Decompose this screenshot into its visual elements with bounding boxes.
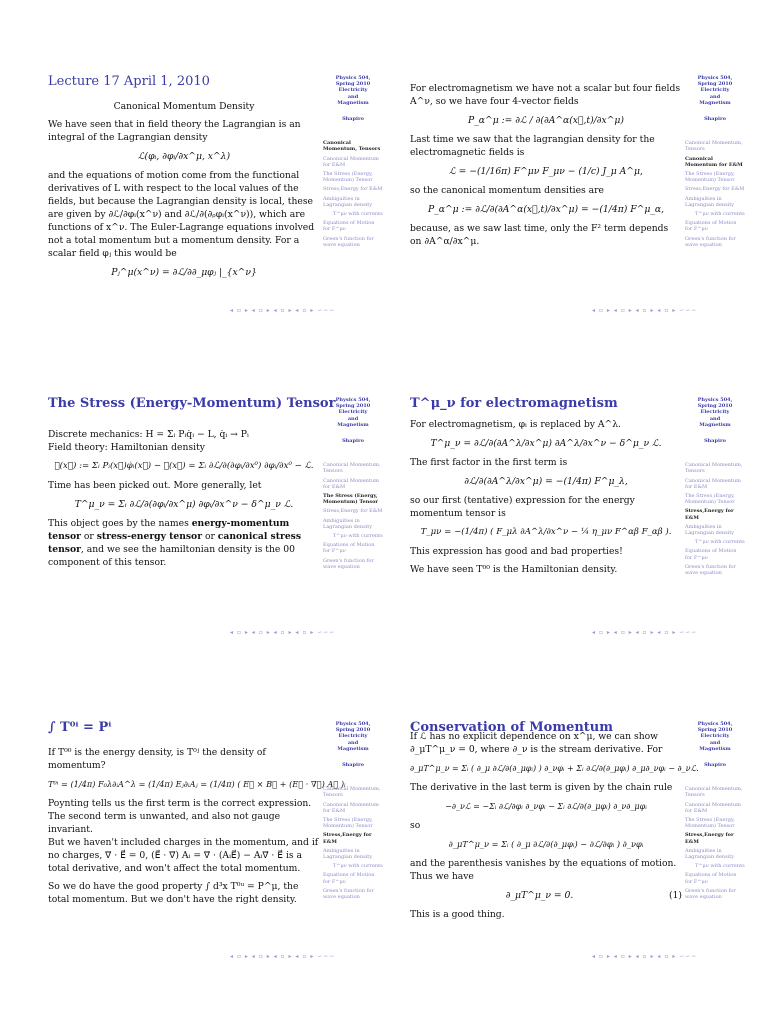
term-stress-energy: stress-energy tensor: [96, 531, 203, 542]
sidebar-item-canonical-momentum[interactable]: Canonical Momentum, Tensors: [685, 140, 743, 153]
course-line: and: [347, 93, 359, 100]
navigation-controls[interactable]: ◂ ▫ ▸ ◂ ▫ ▸ ◂ ▫ ▸ ◂ ▫ ▸ ∽∽∽: [592, 629, 698, 636]
text-run: , and we see the hamiltonian density is the 00 component of this tensor.: [48, 544, 295, 568]
paragraph: so the canonical momentum densities are: [410, 185, 604, 196]
sidebar-item-stress-energy-em[interactable]: Stress,Energy for E&M: [685, 186, 745, 193]
paragraph: Discrete mechanics: H = Σᵢ Pᵢq̇ᵢ − L, q̇ᵢ → Pᵢ: [48, 429, 249, 440]
equation: ℒ = −(1/16π) F^μν F_μν − (1/c) J_μ A^μ,: [449, 166, 643, 177]
sidebar-item-canonical-em[interactable]: Canonical Momentum for E&M: [685, 155, 743, 168]
slide-body: [410, 82, 682, 253]
sidebar-item-stress-energy-em[interactable]: Stress,Energy for E&M: [685, 832, 734, 845]
paragraph: and the parenthesis vanishes by the equations of motion. Thus we have: [410, 858, 677, 882]
paragraph: We have seen T⁰⁰ is the Hamiltonian density.: [410, 564, 618, 575]
slide-title-text: T^μ_ν for electromagnetism: [410, 396, 618, 411]
paragraph: Field theory: Hamiltonian density: [48, 442, 205, 453]
slide-body: [410, 730, 699, 926]
slide-conservation-momentum: [402, 646, 768, 976]
sidebar-item-currents[interactable]: T^μν with currents: [333, 533, 383, 540]
slide-momentum-density: [40, 646, 410, 976]
slide-title-text: ∫ T⁰ⁱ = Pⁱ: [48, 720, 112, 735]
sidebar-item-canonical-momentum[interactable]: Canonical Momentum, Tensors: [685, 786, 743, 799]
course-line: Spring 2010: [697, 81, 733, 88]
sidebar-item-ambiguities[interactable]: Ambiguities in Lagrangian density: [323, 847, 373, 861]
sidebar-item-greens-function[interactable]: Green's function for wave equation: [323, 557, 374, 570]
equation: T_μν = −(1/4π) ( F_μλ ∂A^λ/∂x^ν − ¼ η_μν F^αβ F_αβ ).: [420, 527, 672, 537]
course-line: Magnetism: [337, 99, 369, 106]
sidebar-item-canonical-momentum[interactable]: Canonical Momentum, Tensors: [323, 786, 381, 799]
author: Shapiro: [342, 116, 364, 123]
sidebar-item-equations-of-motion[interactable]: Equations of Motion for F^μν: [685, 220, 737, 233]
text-run: or: [202, 531, 218, 542]
course-line: Physics 504,: [335, 75, 371, 81]
sidebar-item-greens-function[interactable]: Green's function for wave equation: [685, 563, 736, 577]
equation: ∂_μT^μ_ν = Σᵢ ( ∂_μ ∂ℒ/∂(∂_μφᵢ) ) ∂_νφᵢ + Σᵢ ∂ℒ/∂(∂_μφᵢ) ∂_μ∂_νφᵢ − ∂_νℒ.: [410, 764, 699, 773]
sidebar-item-canonical-em[interactable]: Canonical Momentum for E&M: [323, 477, 379, 490]
paragraph: For electromagnetism we have not a scalar but four fields A^ν, so we have four 4-vector fields: [410, 83, 681, 107]
paragraph: So we do have the good property ∫ d³x T⁰ᵘ = P^μ, the total momentum. But we don't have the right density.: [48, 881, 299, 905]
sidebar-item-greens-function[interactable]: Green's function for wave equation: [685, 235, 736, 248]
slide-subtitle: Canonical Momentum Density: [113, 101, 255, 112]
course-line: Physics 504,: [697, 397, 733, 403]
term-canonical-stress: canonical stress tensor: [48, 531, 302, 555]
paragraph: But we haven't included charges in the momentum, and if no charges, ∇⃗ · E⃗ = 0, (E⃗ · ∇⃗) Aᵢ = ∇⃗ · (AᵢE⃗) − Aᵢ∇⃗ · E⃗ is a total derivative, and won't affect the total momentum.: [48, 837, 319, 874]
sidebar-item-ambiguities[interactable]: Ambiguities in Lagrangian density: [323, 195, 373, 208]
course-line: Electricity: [700, 87, 730, 94]
sidebar-item-stress-tensor[interactable]: The Stress (Energy, Momentum) Tensor: [685, 817, 735, 830]
author: Shapiro: [704, 116, 726, 123]
navigation-controls[interactable]: ◂ ▫ ▸ ◂ ▫ ▸ ◂ ▫ ▸ ◂ ▫ ▸ ∽∽∽: [592, 953, 698, 960]
sidebar-item-greens-function[interactable]: Green's function for wave equation: [323, 235, 374, 248]
sidebar-item-stress-energy-em[interactable]: Stress,Energy for E&M: [323, 832, 372, 845]
paragraph: This expression has good and bad properties!: [410, 546, 623, 557]
slide-lecture-17: [40, 0, 410, 330]
paragraph: This is a good thing.: [410, 909, 505, 920]
sidebar-item-stress-tensor[interactable]: The Stress (Energy, Momentum) Tensor: [323, 171, 373, 184]
sidebar-item-currents[interactable]: T^μν with currents: [333, 211, 383, 218]
slide-body: [48, 746, 346, 911]
course-line: and: [709, 739, 721, 746]
course-line: and: [709, 93, 721, 100]
sidebar: [323, 75, 383, 251]
paragraph: and the equations of motion come from the functional derivatives of L with respect to the local values of the fields, but because the Lagrangian density is local, these are given by ∂ℒ/∂φᵢ(x^ν) and ∂ℒ/∂(∂ᵨφᵢ(x^ν)), which are functions of x^ν. The Euler-Lagrange equations involved not a total momentum but a momentum density. For a scalar field φⱼ this would be: [48, 170, 315, 259]
equation: T^μ_ν = Σᵢ ∂ℒ/∂(∂φᵢ/∂x^μ) ∂φᵢ/∂x^ν − δ^μ_ν ℒ.: [74, 499, 294, 510]
paragraph: The derivative in the last term is given by the chain rule: [410, 782, 673, 793]
equation: T⁰ⁱ = (1/4π) F₀λ∂ᵢA^λ = (1/4π) Eⱼ∂ᵢAⱼ = (1/4π) ( E⃗ × B⃗ + (E⃗ · ∇⃗) A⃗ )ᵢ: [48, 779, 346, 789]
sidebar-item-currents[interactable]: T^μν with currents: [333, 863, 383, 870]
sidebar-item-canonical-momentum[interactable]: Canonical Momentum, Tensors: [323, 462, 381, 475]
course-line: Spring 2010: [335, 403, 371, 410]
slide-tensor-em: [402, 322, 768, 652]
sidebar-item-currents[interactable]: T^μν with currents: [695, 539, 745, 546]
equation: ∂ℒ/∂(∂A^λ/∂x^μ) = −(1/4π) F^μ_λ,: [464, 476, 628, 487]
course-line: Electricity: [338, 87, 368, 94]
sidebar-item-canonical-em[interactable]: Canonical Momentum for E&M: [323, 155, 379, 168]
slide-body: [48, 100, 320, 285]
sidebar-item-equations-of-motion[interactable]: Equations of Motion for F^μν: [323, 542, 375, 555]
equation: P_α^μ := ∂ℒ/∂(∂A^α(x⃗,t)/∂x^μ) = −(1/4π) F^μ_α,: [427, 204, 665, 215]
paragraph: Poynting tells us the first term is the correct expression. The second term is unwanted, and also not gauge invariant.: [48, 798, 312, 835]
sidebar: [685, 75, 745, 251]
navigation-controls[interactable]: ◂ ▫ ▸ ◂ ▫ ▸ ◂ ▫ ▸ ◂ ▫ ▸ ∽∽∽: [230, 307, 336, 314]
text-run: or: [80, 531, 97, 542]
equation-number: (1): [668, 890, 682, 901]
text-run: This object goes by the names: [48, 518, 192, 529]
author: Shapiro: [342, 438, 364, 445]
sidebar-item-stress-energy-em[interactable]: Stress,Energy for E&M: [685, 508, 734, 521]
equation: ℋ(x⃗) := Σᵢ Pᵢ(x⃗)φ̇ᵢ(x⃗) − ℒ(x⃗) = Σᵢ ∂ℒ/∂(∂φᵢ/∂x⁰) ∂φᵢ/∂x⁰ − ℒ.: [54, 461, 314, 471]
sidebar-item-canonical-em[interactable]: Canonical Momentum for E&M: [685, 801, 741, 814]
course-line: Electricity: [338, 409, 368, 416]
course-line: Spring 2010: [335, 81, 371, 88]
sidebar-item-canonical-em[interactable]: Canonical Momentum for E&M: [685, 477, 741, 490]
sidebar: [323, 397, 383, 573]
author: Shapiro: [704, 762, 726, 769]
course-line: Electricity: [338, 733, 368, 740]
course-line: and: [347, 739, 359, 746]
slide-title: [48, 720, 111, 735]
sidebar: [685, 397, 745, 579]
slide-title-text: The Stress (Energy-Momentum) Tensor: [48, 396, 336, 411]
sidebar-item-stress-tensor[interactable]: The Stress (Energy, Momentum) Tensor: [323, 493, 379, 506]
sidebar-item-currents[interactable]: T^μν with currents: [695, 863, 745, 870]
course-line: Physics 504,: [697, 75, 733, 81]
paragraph: because, as we saw last time, only the F² term depends on ∂A^α/∂x^μ.: [410, 223, 669, 247]
paragraph: The first factor in the first term is: [410, 457, 568, 468]
sidebar-item-stress-tensor[interactable]: The Stress (Energy, Momentum) Tensor: [685, 493, 735, 506]
course-line: Spring 2010: [335, 727, 371, 734]
sidebar-item-stress-tensor[interactable]: The Stress (Energy, Momentum) Tensor: [685, 171, 735, 184]
course-line: Magnetism: [337, 745, 369, 752]
course-line: Spring 2010: [697, 403, 733, 410]
slide-title: Lecture 17 April 1, 2010: [48, 74, 210, 89]
paragraph: [48, 517, 320, 569]
sidebar: [685, 721, 745, 903]
sidebar-item-greens-function[interactable]: Green's function for wave equation: [685, 887, 736, 901]
equation-1: [410, 889, 682, 902]
author: Shapiro: [704, 438, 726, 445]
paragraph: Time has been picked out. More generally, let: [48, 480, 262, 491]
sidebar-item-equations-of-motion[interactable]: Equations of Motion for F^μν: [323, 220, 375, 233]
sidebar-item-greens-function[interactable]: Green's function for wave equation: [323, 887, 374, 901]
sidebar-item-ambiguities[interactable]: Ambiguities in Lagrangian density: [323, 517, 373, 530]
paragraph: If ℒ has no explicit dependence on x^μ, we can show ∂_μT^μ_ν = 0, where ∂_ν is the stream derivative. For: [410, 731, 663, 755]
sidebar-item-canonical-momentum[interactable]: Canonical Momentum, Tensors: [685, 462, 743, 475]
slide-body: [410, 418, 682, 581]
paragraph: Last time we saw that the lagrangian density for the electromagnetic fields is: [410, 134, 655, 158]
course-line: Spring 2010: [697, 727, 733, 734]
slide-stress-tensor: [40, 322, 410, 652]
paragraph: We have seen that in field theory the Lagrangian is an integral of the Lagrangian density: [48, 119, 301, 143]
sidebar-item-equations-of-motion[interactable]: Equations of Motion for F^μν: [685, 548, 737, 561]
sidebar-item-canonical-momentum[interactable]: Canonical Momentum, Tensors: [323, 140, 381, 153]
sidebar: [323, 721, 383, 903]
paragraph: For electromagnetism, φᵢ is replaced by A^λ.: [410, 419, 621, 430]
course-line: Magnetism: [699, 421, 731, 428]
sidebar-item-stress-tensor[interactable]: The Stress (Energy, Momentum) Tensor: [323, 817, 373, 830]
sidebar-item-stress-energy-em[interactable]: Stress,Energy for E&M: [323, 508, 383, 515]
navigation-controls[interactable]: ◂ ▫ ▸ ◂ ▫ ▸ ◂ ▫ ▸ ◂ ▫ ▸ ∽∽∽: [230, 953, 336, 960]
equation: Pⱼ^μ(x^ν) = ∂ℒ/∂∂_μφⱼ |_{x^ν}: [111, 267, 257, 278]
sidebar-item-canonical-em[interactable]: Canonical Momentum for E&M: [323, 801, 379, 814]
course-line: Physics 504,: [335, 397, 371, 403]
sidebar-item-equations-of-motion[interactable]: Equations of Motion for F^μν: [323, 872, 375, 885]
course-line: Physics 504,: [697, 721, 733, 727]
equation: T^μ_ν = ∂ℒ/∂(∂A^λ/∂x^μ) ∂A^λ/∂x^ν − δ^μ_ν ℒ.: [430, 438, 662, 449]
sidebar-item-equations-of-motion[interactable]: Equations of Motion for F^μν: [685, 872, 737, 885]
course-line: Magnetism: [337, 421, 369, 428]
slide-title: [410, 396, 618, 411]
course-line: Electricity: [700, 409, 730, 416]
course-line: and: [709, 415, 721, 422]
sidebar-item-ambiguities[interactable]: Ambiguities in Lagrangian density: [685, 523, 735, 537]
sidebar-item-currents[interactable]: T^μν with currents: [695, 211, 745, 218]
equation: P_α^μ := ∂ℒ / ∂(∂A^α(x⃗,t)/∂x^μ): [468, 115, 624, 126]
sidebar-item-stress-energy-em[interactable]: Stress,Energy for E&M: [323, 186, 383, 193]
paragraph: so: [410, 820, 421, 831]
slide-title-text: Conservation of Momentum: [410, 720, 614, 735]
navigation-controls[interactable]: ◂ ▫ ▸ ◂ ▫ ▸ ◂ ▫ ▸ ◂ ▫ ▸ ∽∽∽: [230, 629, 336, 636]
slide-title: [48, 396, 335, 411]
equation: ∂_μT^μ_ν = Σᵢ ( ∂_μ ∂ℒ/∂(∂_μφᵢ) − ∂ℒ/∂φᵢ ) ∂_νφᵢ: [448, 839, 644, 849]
equation-text: ∂_μT^μ_ν = 0.: [505, 890, 574, 901]
sidebar-item-ambiguities[interactable]: Ambiguities in Lagrangian density: [685, 847, 735, 861]
equation: ℒ(φᵢ, ∂φᵢ/∂x^μ, x^λ): [137, 151, 231, 162]
slide-canonical-em: [402, 0, 768, 330]
paragraph: so our first (tentative) expression for the energy momentum tensor is: [410, 495, 635, 519]
paragraph: If T⁰⁰ is the energy density, is T⁰ʲ the density of momentum?: [48, 747, 266, 771]
course-line: and: [347, 415, 359, 422]
course-line: Magnetism: [699, 99, 731, 106]
course-line: Electricity: [700, 733, 730, 740]
slide-body: [48, 428, 320, 574]
equation: −∂_νℒ = −Σᵢ ∂ℒ/∂φᵢ ∂_νφᵢ − Σᵢ ∂ℒ/∂(∂_μφᵢ) ∂_ν∂_μφᵢ: [445, 802, 647, 811]
course-line: Physics 504,: [335, 721, 371, 727]
term-energy-momentum: energy-momentum tensor: [48, 518, 290, 542]
course-line: Magnetism: [699, 745, 731, 752]
navigation-controls[interactable]: ◂ ▫ ▸ ◂ ▫ ▸ ◂ ▫ ▸ ◂ ▫ ▸ ∽∽∽: [592, 307, 698, 314]
author: Shapiro: [342, 762, 364, 769]
sidebar-item-ambiguities[interactable]: Ambiguities in Lagrangian density: [685, 195, 735, 208]
